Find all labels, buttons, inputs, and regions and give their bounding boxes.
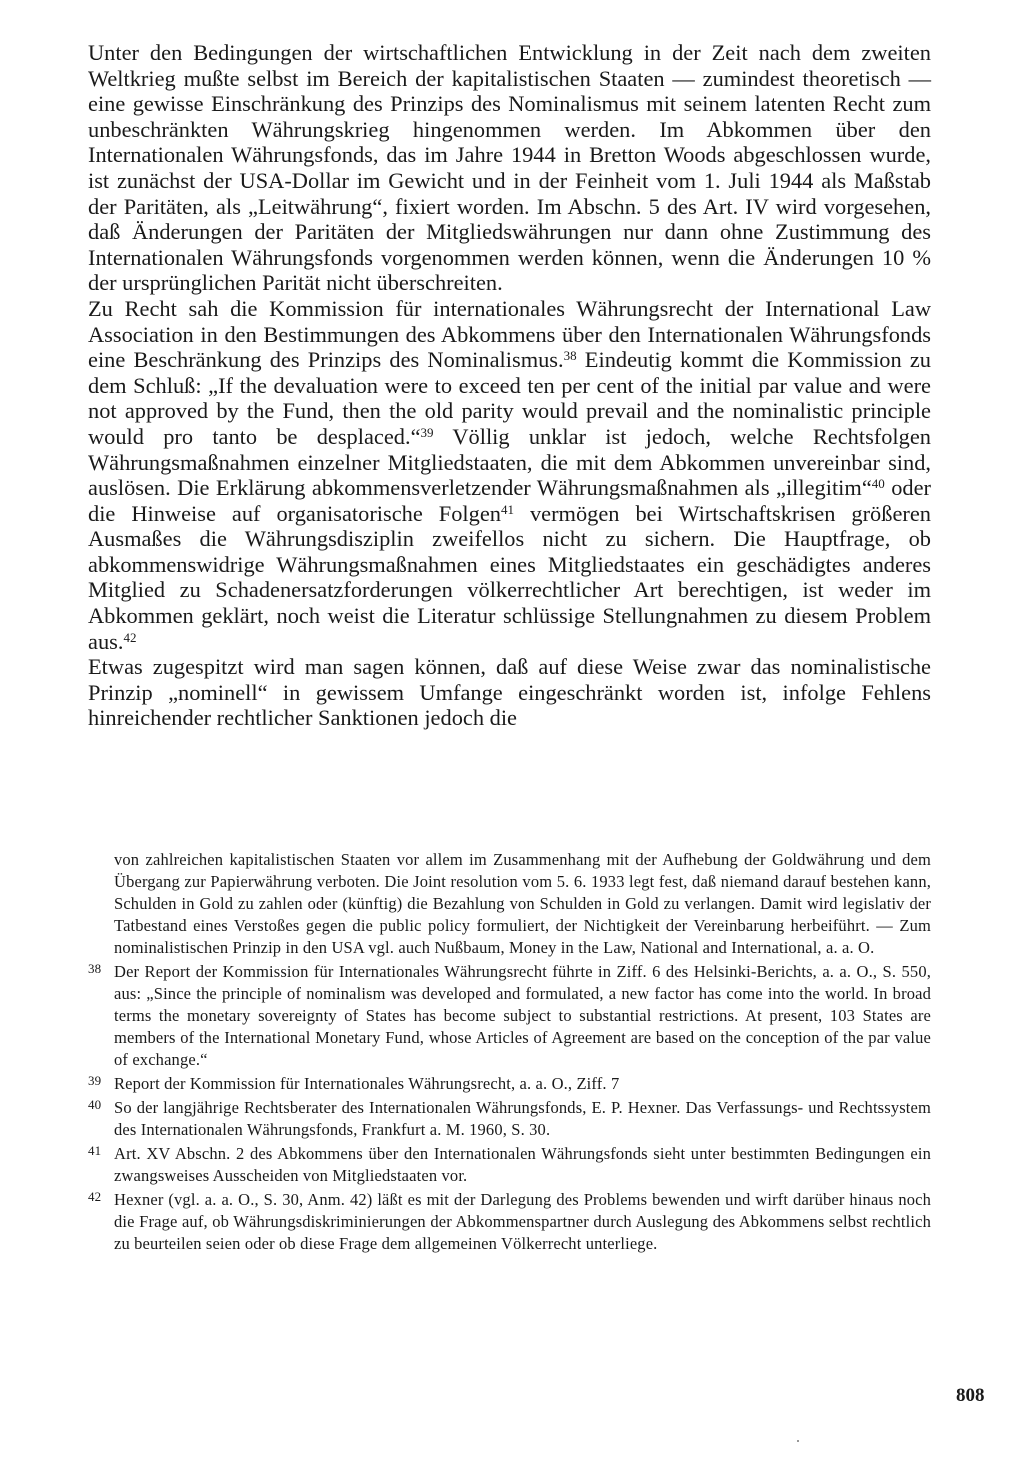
text-segment: Zu Recht sah die Kommission für internationales Währungsrecht der International Law Association in den Bestimmungen des Abkommens über den Internationalen Währungsfonds eine Beschränkung des Prinzips des Nominalismus. bbox=[88, 295, 931, 373]
footnote-text: So der langjährige Rechtsberater des Internationalen Währungsfonds, E. P. Hexner. Das Verfassungs- und Rechtssystem des Internationalen Währungsfonds, Frankfurt a. M. 1960, S. 30. bbox=[114, 1098, 931, 1139]
footnote-ref-38[interactable]: 38 bbox=[563, 347, 577, 363]
footnote-42 bbox=[88, 1189, 931, 1255]
footnote-number: 41 bbox=[88, 1143, 102, 1158]
text-segment: Völlig unklar ist jedoch, welche Rechtsfolgen Währungsmaßnahmen einzelner Mitgliedstaaten, die mit dem Abkommen unvereinbar sind, auslösen. Die Erklärung abkommensverletzender Währungsmaßnahmen als „illegitim“ bbox=[88, 423, 931, 501]
paragraph-1 bbox=[88, 40, 931, 296]
footnote-ref-40[interactable]: 40 bbox=[871, 475, 885, 491]
footnote-number: 40 bbox=[88, 1097, 102, 1112]
footnote-text: Der Report der Kommission für Internationales Währungsrecht führte in Ziff. 6 des Helsinki-Berichts, a. a. O., S. 550, aus: „Since the principle of nominalism was developed and formulated, a new factor has come into the world. In broad terms the monetary sovereignty of States has become subject to substantial restrictions. At present, 103 States are members of the International Monetary Fund, whose Articles of Agreement are based on the conception of the par value of exchange.“ bbox=[114, 962, 931, 1069]
footnote-ref-41[interactable]: 41 bbox=[500, 501, 514, 517]
text-segment: Etwas zugespitzt wird man sagen können, daß auf diese Weise zwar das nominalistische Prinzip „nominell“ in gewissem Umfange eingeschränkt worden ist, infolge Fehlens hinreichender rechtlicher Sanktionen jedoch die bbox=[88, 654, 931, 731]
footnote-text: Report der Kommission für Internationales Währungsrecht, a. a. O., Ziff. 7 bbox=[114, 1074, 620, 1093]
footnotes-section bbox=[88, 849, 931, 1255]
page-number: 808 bbox=[956, 1385, 985, 1406]
footnote-number: 42 bbox=[88, 1189, 102, 1204]
footnote-41 bbox=[88, 1143, 931, 1187]
footnote-continuation: von zahlreichen kapitalistischen Staaten vor allem im Zusammenhang mit der Aufhebung der Goldwährung und dem Übergang zur Papierwährung verboten. Die Joint resolution vom 5. 6. 1933 legt fest, daß niemand darauf bestehen kann, Schulden in Gold zu zahlen oder (künftig) die Bezahlung von Schulden in Gold zu verlangen. Damit wird legislativ der Tatbestand eines Verstoßes gegen die public policy formuliert, der Nichtigkeit der Vereinbarung herbeiführt. — Zum nominalistischen Prinzip in den USA vgl. auch Nußbaum, Money in the Law, National and International, a. a. O. bbox=[114, 850, 931, 957]
text-segment: oder die Hinweise auf organisatorische Folgen bbox=[88, 475, 931, 526]
footnote-38 bbox=[88, 961, 931, 1071]
main-body-text bbox=[88, 40, 931, 731]
footnote-ref-39[interactable]: 39 bbox=[420, 424, 434, 440]
text-segment: Eindeutig kommt die Kommission zu dem Schluß: „If the devaluation were to exceed ten per cent of the initial par value and were not approved by the Fund, then the old parity would prevail and the nominalistic principle would pro tanto be desplaced.“ bbox=[88, 347, 932, 449]
footnote-number: 39 bbox=[88, 1073, 102, 1088]
text-segment: vermögen bei Wirtschaftskrisen größeren Ausmaßes die Währungsdisziplin zweifellos nicht zu sichern. Die Hauptfrage, ob abkommenswidrige Währungsmaßnahmen eines Mitgliedstaates ein geschädigtes anderes Mitglied zu Schadenersatzforderungen völkerrechtlicher Art berechtigen, ist weder im Abkommen geklärt, noch weist die Literatur schlüssige Stellungnahmen zu diesem Problem aus. bbox=[88, 500, 931, 654]
footnote-ref-42[interactable]: 42 bbox=[123, 629, 137, 645]
paragraph-2 bbox=[88, 296, 931, 654]
paragraph-3 bbox=[88, 654, 931, 731]
footnote-text: Art. XV Abschn. 2 des Abkommens über den Internationalen Währungsfonds sieht unter bestimmten Bedingungen ein zwangsweises Ausscheiden von Mitgliedstaaten vor. bbox=[114, 1144, 931, 1185]
text-segment: Unter den Bedingungen der wirtschaftlichen Entwicklung in der Zeit nach dem zweiten Weltkrieg mußte selbst im Bereich der kapitalistischen Staaten — zumindest theoretisch — eine gewisse Einschränkung des Prinzips des Nominalismus mit seinem latenten Recht zum unbeschränkten Währungskrieg hingenommen werden. Im Abkommen über den Internationalen Währungsfonds, das im Jahre 1944 in Bretton Woods abgeschlossen wurde, ist zunächst der USA-Dollar im Gewicht und in der Feinheit vom 1. Juli 1944 als Maßstab der Paritäten, als „Leitwährung“, fixiert worden. Im Abschn. 5 des Art. IV wird vorgesehen, daß Änderungen der Paritäten der Mitgliedswährungen nur dann ohne Zustimmung des Internationalen Währungsfonds vorgenommen werden können, wenn die Änderungen 10 % der ursprünglichen Parität nicht überschreiten. bbox=[88, 40, 931, 296]
scan-speck bbox=[797, 1440, 799, 1442]
footnote-40 bbox=[88, 1097, 931, 1141]
footnote-text: Hexner (vgl. a. a. O., S. 30, Anm. 42) läßt es mit der Darlegung des Problems bewenden und wirft darüber hinaus noch die Frage auf, ob Währungsdiskriminierungen der Abkommenspartner durch Auslegung des Abkommens selbst rechtlich zu beurteilen seien oder ob diese Frage dem allgemeinen Völkerrecht unterliege. bbox=[114, 1190, 931, 1253]
footnote-number: 38 bbox=[88, 961, 102, 976]
footnote-39 bbox=[88, 1073, 931, 1095]
